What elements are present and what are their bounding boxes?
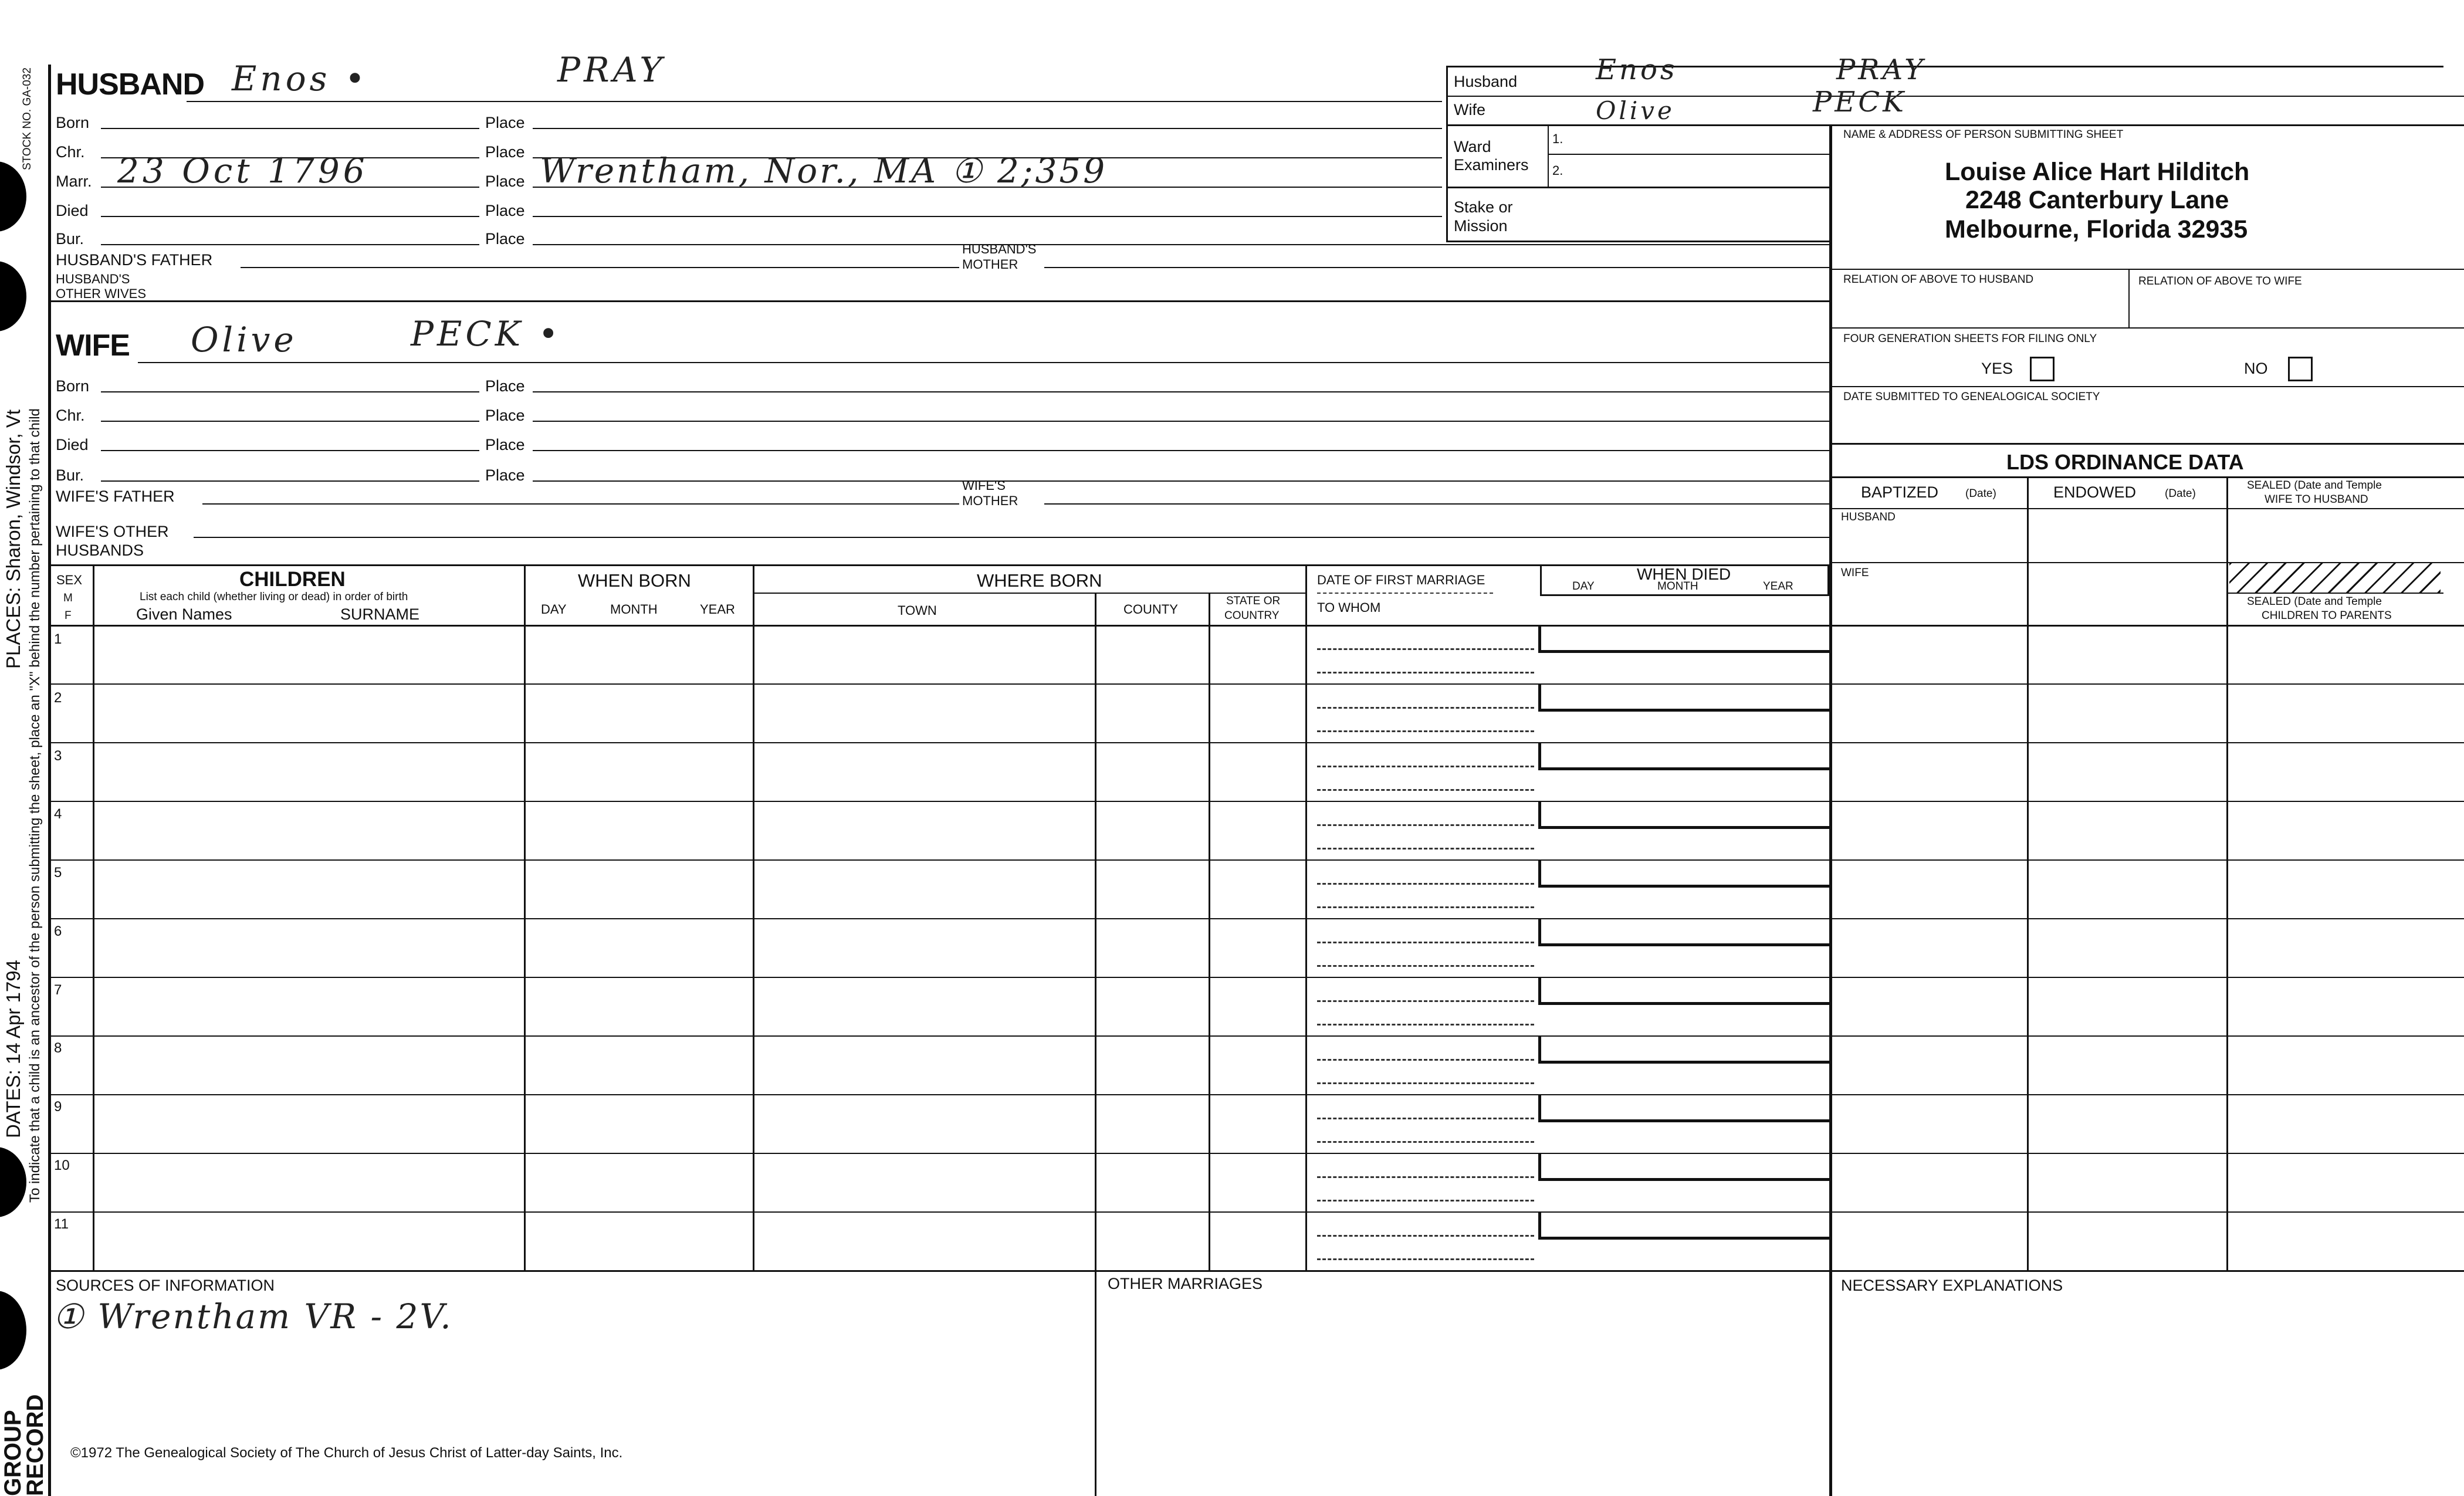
death-date-box[interactable] [1538,1035,1829,1064]
sealed-wife-label-2: WIFE TO HUSBAND [2265,493,2368,506]
death-date-box[interactable] [1538,625,1829,653]
explanations-label: NECESSARY EXPLANATIONS [1841,1277,2063,1294]
submitter-label: NAME & ADDRESS OF PERSON SUBMITTING SHEET [1843,128,2124,141]
record-label-1: GROUP [0,1410,26,1496]
death-date-box[interactable] [1538,859,1829,888]
died-year-label: YEAR [1763,580,1793,593]
where-born-label: WHERE BORN [977,570,1102,591]
stake-label: Stake or [1454,198,1513,216]
relation-husband-label: RELATION OF ABOVE TO HUSBAND [1843,273,2034,286]
husband-given-name[interactable]: Enos • [232,59,369,99]
four-gen-label: FOUR GENERATION SHEETS FOR FILING ONLY [1843,333,2097,345]
row-number: 3 [54,748,62,764]
lds-title: LDS ORDINANCE DATA [2006,450,2244,474]
place-label: Place [485,172,525,190]
wife-mother-label: WIFE'S [962,478,1006,493]
punch-hole [0,1291,26,1370]
row-number: 8 [54,1040,62,1056]
row-number: 5 [54,865,62,881]
wife-heading: WIFE [56,329,130,363]
surname-label: SURNAME [340,605,420,623]
husband-other-wives-label-2: OTHER WIVES [56,286,147,301]
examiner-1: 1. [1552,131,1563,146]
hatched-area [2229,563,2441,593]
no-checkbox[interactable] [2288,357,2313,381]
wife-given-name[interactable]: Olive [191,320,297,360]
row-number: 6 [54,923,62,939]
husband-other-wives-label: HUSBAND'S [56,272,130,286]
box-husband-label: Husband [1454,73,1518,90]
examiners-label: Examiners [1454,156,1529,174]
death-date-box[interactable] [1538,801,1829,829]
row-number: 10 [54,1157,70,1173]
record-label-2: RECORD [22,1394,48,1496]
first-marriage-label: DATE OF FIRST MARRIAGE [1317,573,1485,587]
died-month-label: MONTH [1657,580,1698,593]
endowed-date-label: (Date) [2165,488,2196,500]
state-label: STATE OR [1226,595,1281,607]
place-label: Place [485,407,525,424]
submitter-name[interactable]: Louise Alice Hart Hilditch [1945,158,2250,186]
county-label: COUNTY [1123,602,1178,617]
death-date-box[interactable] [1538,918,1829,946]
wife-other-husbands-label-2: HUSBANDS [56,541,144,559]
husband-mother-label-2: MOTHER [962,257,1018,272]
sealed-wife-label: SEALED (Date and Temple [2247,479,2382,492]
sex-m-label: M [63,592,73,604]
death-date-box[interactable] [1538,1094,1829,1122]
submitter-city[interactable]: Melbourne, Florida 32935 [1945,215,2248,243]
wife-surname[interactable]: PECK • [411,314,562,354]
husband-chr-label: Chr. [56,143,85,161]
town-label: TOWN [898,603,937,618]
when-born-label: WHEN BORN [578,570,691,591]
date-submitted-label: DATE SUBMITTED TO GENEALOGICAL SOCIETY [1843,391,2100,403]
relation-wife-label: RELATION OF ABOVE TO WIFE [2138,275,2302,287]
punch-hole [0,1147,26,1217]
to-whom-label: TO WHOM [1317,600,1381,615]
place-label: Place [485,114,525,131]
husband-born-label: Born [56,114,90,131]
husband-father-label: HUSBAND'S FATHER [56,251,213,269]
born-day-label: DAY [541,602,567,617]
place-label: Place [485,230,525,248]
when-died-label: WHEN DIED [1637,565,1731,583]
side-places: PLACES: Sharon, Windsor, Vt [2,409,24,669]
sex-label: SEX [56,573,83,587]
side-dates: DATES: 14 Apr 1794 [2,960,24,1138]
form-left-border [48,65,51,1496]
wife-born-label: Born [56,377,90,395]
row-number: 11 [54,1216,69,1232]
husband-marriage-date[interactable]: 23 Oct 1796 [117,151,368,191]
mission-label: Mission [1454,217,1508,235]
death-date-box[interactable] [1538,683,1829,712]
sealed-children-label-2: CHILDREN TO PARENTS [2262,610,2392,622]
children-instruction: List each child (whether living or dead) in order of birth [140,591,408,603]
punch-hole [0,261,26,331]
wife-chr-label: Chr. [56,407,85,424]
husband-died-label: Died [56,202,89,219]
examiner-2: 2. [1552,163,1563,178]
row-number: 1 [54,631,62,647]
lds-wife-label: WIFE [1841,567,1869,579]
place-label: Place [485,466,525,484]
row-number: 2 [54,690,62,706]
lds-husband-label: HUSBAND [1841,511,1896,523]
country-label: COUNTRY [1224,610,1280,622]
husband-marr-label: Marr. [56,172,92,190]
box-wife-given[interactable]: Olive [1596,96,1675,125]
row-number: 7 [54,982,62,998]
ward-label: Ward [1454,138,1491,155]
death-date-box[interactable] [1538,1211,1829,1240]
row-number: 9 [54,1099,62,1115]
box-husband-given[interactable]: Enos [1596,53,1678,86]
death-date-box[interactable] [1538,742,1829,770]
death-date-box[interactable] [1538,1153,1829,1181]
box-wife-surname[interactable]: PECK [1813,86,1907,119]
baptized-date-label: (Date) [1965,488,1996,500]
sources-value[interactable]: ① Wrentham VR - 2V. [53,1297,453,1336]
header-box-border [1446,66,1448,242]
husband-mother-label: HUSBAND'S [962,242,1037,256]
given-names-label: Given Names [136,605,232,623]
sealed-children-label: SEALED (Date and Temple [2247,595,2382,608]
place-label: Place [485,377,525,395]
place-label: Place [485,202,525,219]
died-day-label: DAY [1572,580,1595,593]
wife-other-husbands-label: WIFE'S OTHER [56,523,169,540]
husband-bur-label: Bur. [56,230,84,248]
husband-marriage-place[interactable]: Wrentham, Nor., MA ① 2;359 [540,151,1108,191]
submitter-street[interactable]: 2248 Canterbury Lane [1965,186,2229,214]
stock-number: STOCK NO. GA-032 [21,67,33,170]
yes-label: YES [1981,360,2013,377]
no-label: NO [2244,360,2268,377]
row-number: 4 [54,806,62,822]
children-title: CHILDREN [239,568,346,591]
endowed-label: ENDOWED [2053,483,2136,501]
wife-died-label: Died [56,436,89,453]
husband-heading: HUSBAND [56,67,204,101]
place-label: Place [485,436,525,453]
death-date-box[interactable] [1538,977,1829,1005]
place-label: Place [485,143,525,161]
born-year-label: YEAR [700,602,735,617]
wife-bur-label: Bur. [56,466,84,484]
copyright: ©1972 The Genealogical Society of The Church of Jesus Christ of Latter-day Saints, Inc. [70,1445,623,1461]
box-wife-label: Wife [1454,101,1485,119]
side-instruction: To indicate that a child is an ancestor of the person submitting the sheet, place an "X" behind the number pertaining to that child [27,408,43,1203]
wife-mother-label-2: MOTHER [962,493,1018,508]
yes-checkbox[interactable] [2030,357,2055,381]
column-divider [1829,126,1832,1496]
sources-label: SOURCES OF INFORMATION [56,1277,275,1294]
box-husband-surname[interactable]: PRAY [1836,53,1926,86]
born-month-label: MONTH [610,602,658,617]
wife-father-label: WIFE'S FATHER [56,488,175,505]
punch-hole [0,161,26,232]
husband-surname[interactable]: PRAY [557,50,666,90]
baptized-label: BAPTIZED [1861,483,1939,501]
other-marriages-label: OTHER MARRIAGES [1108,1275,1263,1292]
sex-f-label: F [65,610,72,622]
